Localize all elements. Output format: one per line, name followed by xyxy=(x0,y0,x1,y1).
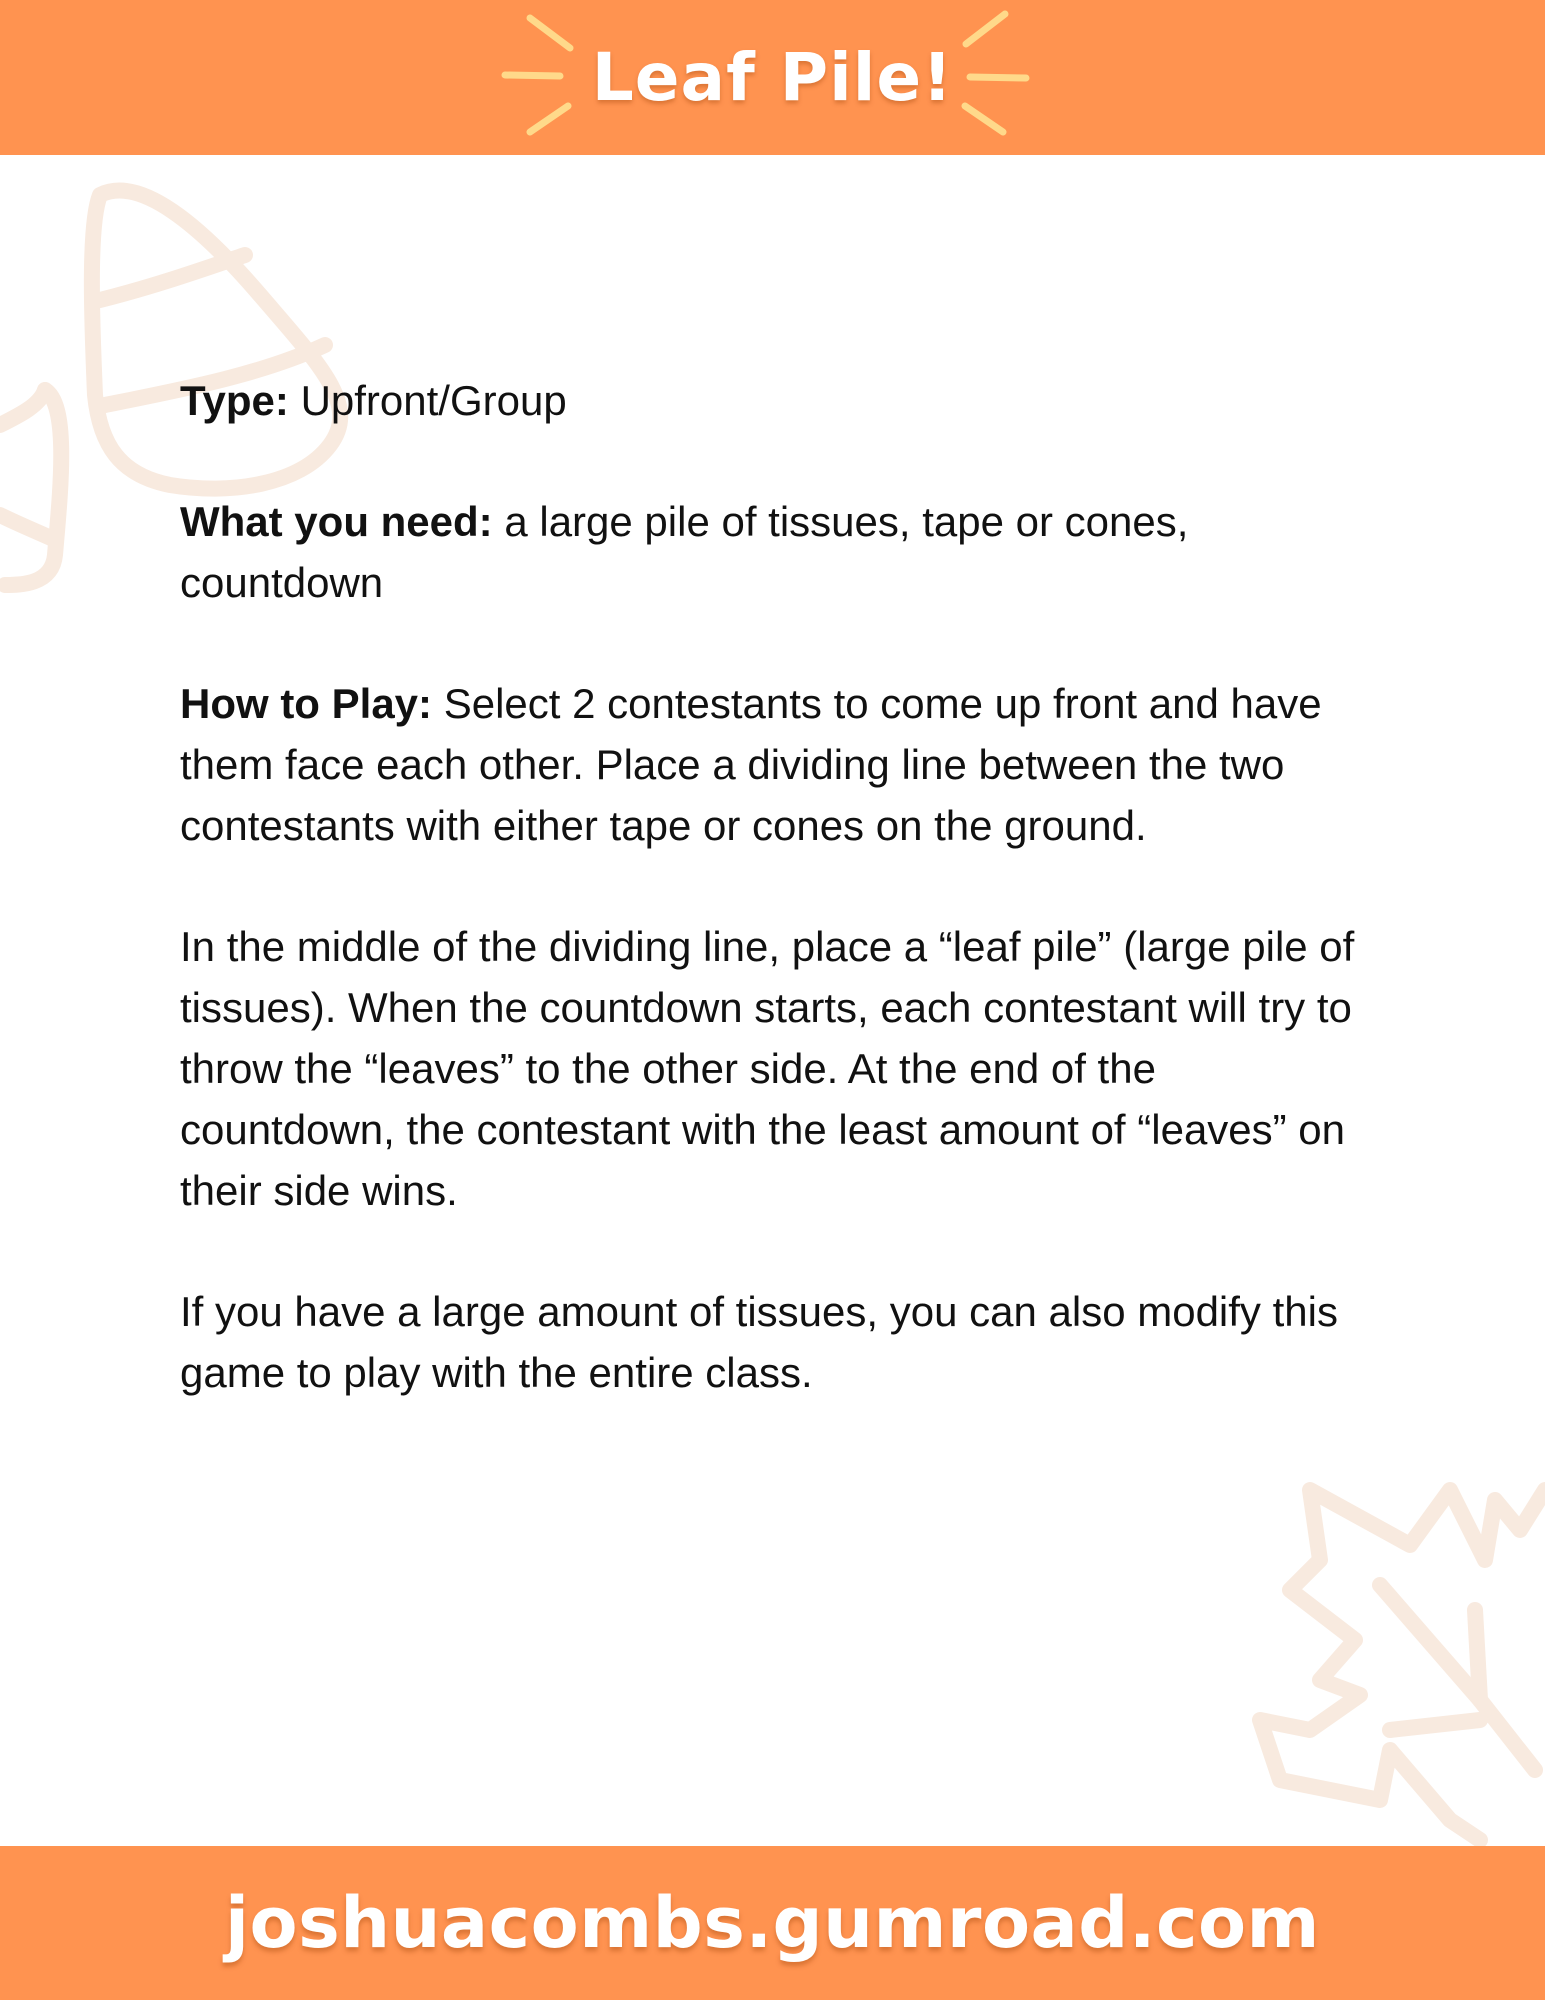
type-label: Type: xyxy=(180,377,289,424)
type-value: Upfront/Group xyxy=(300,377,567,424)
type-line xyxy=(180,370,1380,431)
page-title: Leaf Pile! xyxy=(591,39,954,116)
need-label: What you need: xyxy=(180,498,493,545)
rules-paragraph: In the middle of the dividing line, place a “leaf pile” (large pile of tissues). When the countdown starts, each contestant will try to throw the “leaves” to the other side. At the end of the countdown, the contestant with the least amount of “leaves” on their side wins. xyxy=(180,923,1355,1214)
how-to-play-paragraph xyxy=(180,673,1380,856)
needs-line xyxy=(180,491,1380,613)
footer-banner xyxy=(0,1846,1545,2000)
instructions xyxy=(180,370,1380,1463)
maple-leaf-icon xyxy=(1250,1470,1545,1850)
footer-url[interactable]: joshuacombs.gumroad.com xyxy=(225,1882,1320,1964)
how-label: How to Play: xyxy=(180,680,433,727)
modification-paragraph: If you have a large amount of tissues, you can also modify this game to play with the entire class. xyxy=(180,1288,1338,1396)
need-value: a large pile of tissues, tape or cones, countdown xyxy=(180,498,1189,606)
how-value: Select 2 contestants to come up front and have them face each other. Place a dividing line between the two contestants with either tape or cones on the ground. xyxy=(180,680,1322,849)
